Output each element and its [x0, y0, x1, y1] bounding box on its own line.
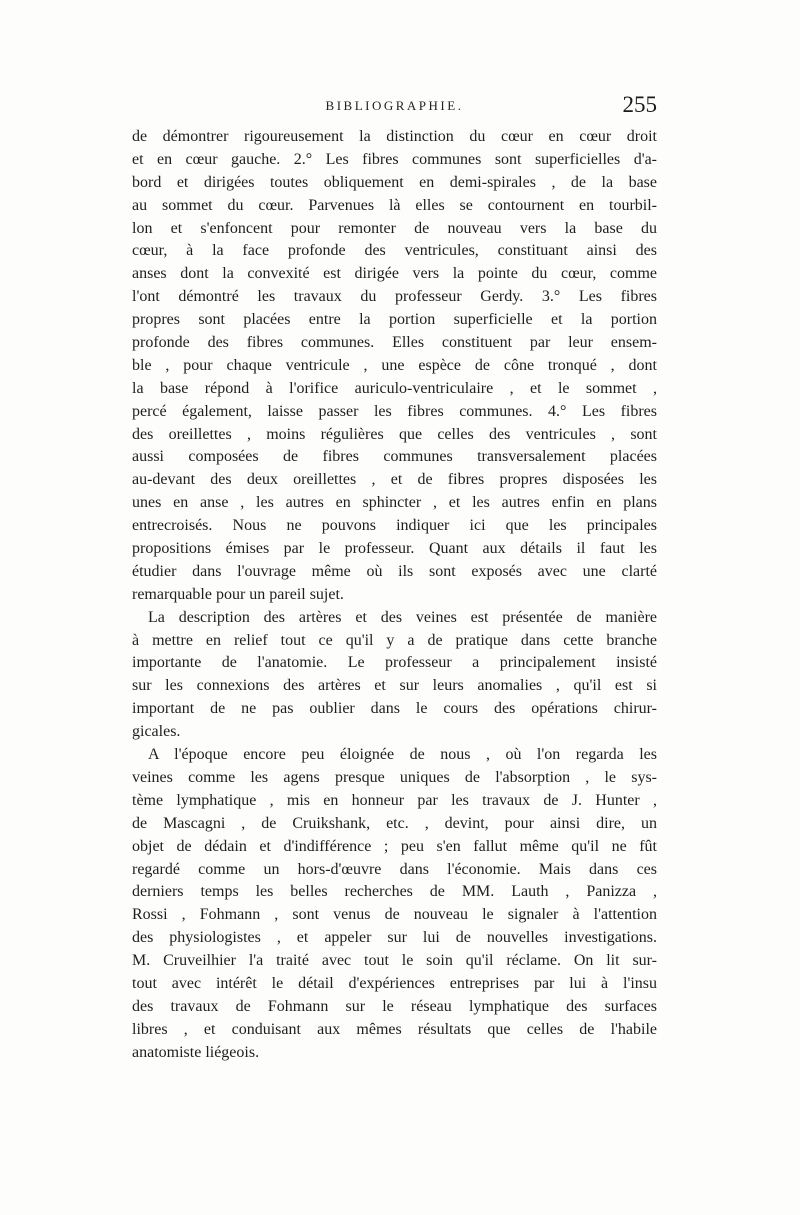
text-line: propositions émises par le professeur. Quant aux détails il faut les: [132, 540, 657, 558]
running-head: [132, 92, 657, 122]
text-line: tème lymphatique , mis en honneur par les travaux de J. Hunter ,: [132, 791, 657, 809]
text-line: tout avec intérêt le détail d'expériences entreprises par lui à l'insu: [132, 974, 657, 992]
text-line: remarquable pour un pareil sujet.: [132, 585, 344, 603]
text-line: au sommet du cœur. Parvenues là elles se contournent en tourbil-: [132, 196, 657, 214]
running-title: BIBLIOGRAPHIE.: [325, 98, 464, 113]
text-line: objet de dédain et d'indifférence ; peu s'en fallut même qu'il ne fût: [132, 837, 657, 855]
text-line: de Mascagni , de Cruikshank, etc. , devint, pour ainsi dire, un: [132, 814, 657, 832]
text-line: étudier dans l'ouvrage même où ils sont exposés avec une clarté: [132, 562, 657, 580]
text-line: à mettre en relief tout ce qu'il y a de pratique dans cette branche: [132, 631, 657, 649]
text-line: libres , et conduisant aux mêmes résultats que celles de l'habile: [132, 1020, 657, 1038]
text-line: anses dont la convexité est dirigée vers la pointe du cœur, comme: [132, 265, 657, 283]
text-line: sur les connexions des artères et sur leurs anomalies , qu'il est si: [132, 677, 657, 695]
text-line: important de ne pas oublier dans le cours des opérations chirur-: [132, 700, 657, 718]
text-line: derniers temps les belles recherches de MM. Lauth , Panizza ,: [132, 883, 657, 901]
paragraph-start-line: A l'époque encore peu éloignée de nous , où l'on regarda les: [148, 746, 657, 764]
text-line: la base répond à l'orifice auriculo-ventriculaire , et le sommet ,: [132, 379, 657, 397]
text-line: entrecroisés. Nous ne pouvons indiquer ici que les principales: [132, 517, 657, 535]
text-line: M. Cruveilhier l'a traité avec tout le soin qu'il réclame. On lit sur-: [132, 952, 657, 970]
text-line: au-devant des deux oreillettes , et de fibres propres disposées les: [132, 471, 657, 489]
text-line: bord et dirigées toutes obliquement en demi-spirales , de la base: [132, 173, 657, 191]
text-line: importante de l'anatomie. Le professeur a principalement insisté: [132, 654, 657, 672]
text-line: des travaux de Fohmann sur le réseau lymphatique des surfaces: [132, 997, 657, 1015]
text-line: l'ont démontré les travaux du professeur Gerdy. 3.° Les fibres: [132, 288, 657, 306]
text-line: de démontrer rigoureusement la distinction du cœur en cœur droit: [132, 128, 657, 145]
text-line: regardé comme un hors-d'œuvre dans l'économie. Mais dans ces: [132, 860, 657, 878]
text-line: des oreillettes , moins régulières que celles des ventricules , sont: [132, 425, 657, 443]
text-line: veines comme les agens presque uniques de l'absorption , le sys-: [132, 768, 657, 786]
text-line: aussi composées de fibres communes transversalement placées: [132, 448, 657, 466]
text-line: des physiologistes , et appeler sur lui de nouvelles investigations.: [132, 929, 657, 947]
text-line: gicales.: [132, 723, 181, 741]
paragraph-start-line: La description des artères et des veines est présentée de manière: [148, 608, 657, 626]
text-line: cœur, à la face profonde des ventricules, constituant ainsi des: [132, 242, 657, 260]
text-line: et en cœur gauche. 2.° Les fibres communes sont superficielles d'a-: [132, 150, 657, 168]
text-line: Rossi , Fohmann , sont venus de nouveau le signaler à l'attention: [132, 906, 657, 924]
page-number: 255: [622, 92, 657, 117]
body-text: [132, 126, 657, 1065]
text-line: lon et s'enfoncent pour remonter de nouveau vers la base du: [132, 219, 657, 237]
text-line: unes en anse , les autres en sphincter , et les autres enfin en plans: [132, 494, 657, 512]
text-line: propres sont placées entre la portion superficielle et la portion: [132, 311, 657, 329]
text-line: percé également, laisse passer les fibres communes. 4.° Les fibres: [132, 402, 657, 420]
text-line: anatomiste liégeois.: [132, 1043, 260, 1061]
text-line: profonde des fibres communes. Elles constituent par leur ensem-: [132, 334, 657, 352]
text-line: ble , pour chaque ventricule , une espèce de cône tronqué , dont: [132, 356, 657, 374]
